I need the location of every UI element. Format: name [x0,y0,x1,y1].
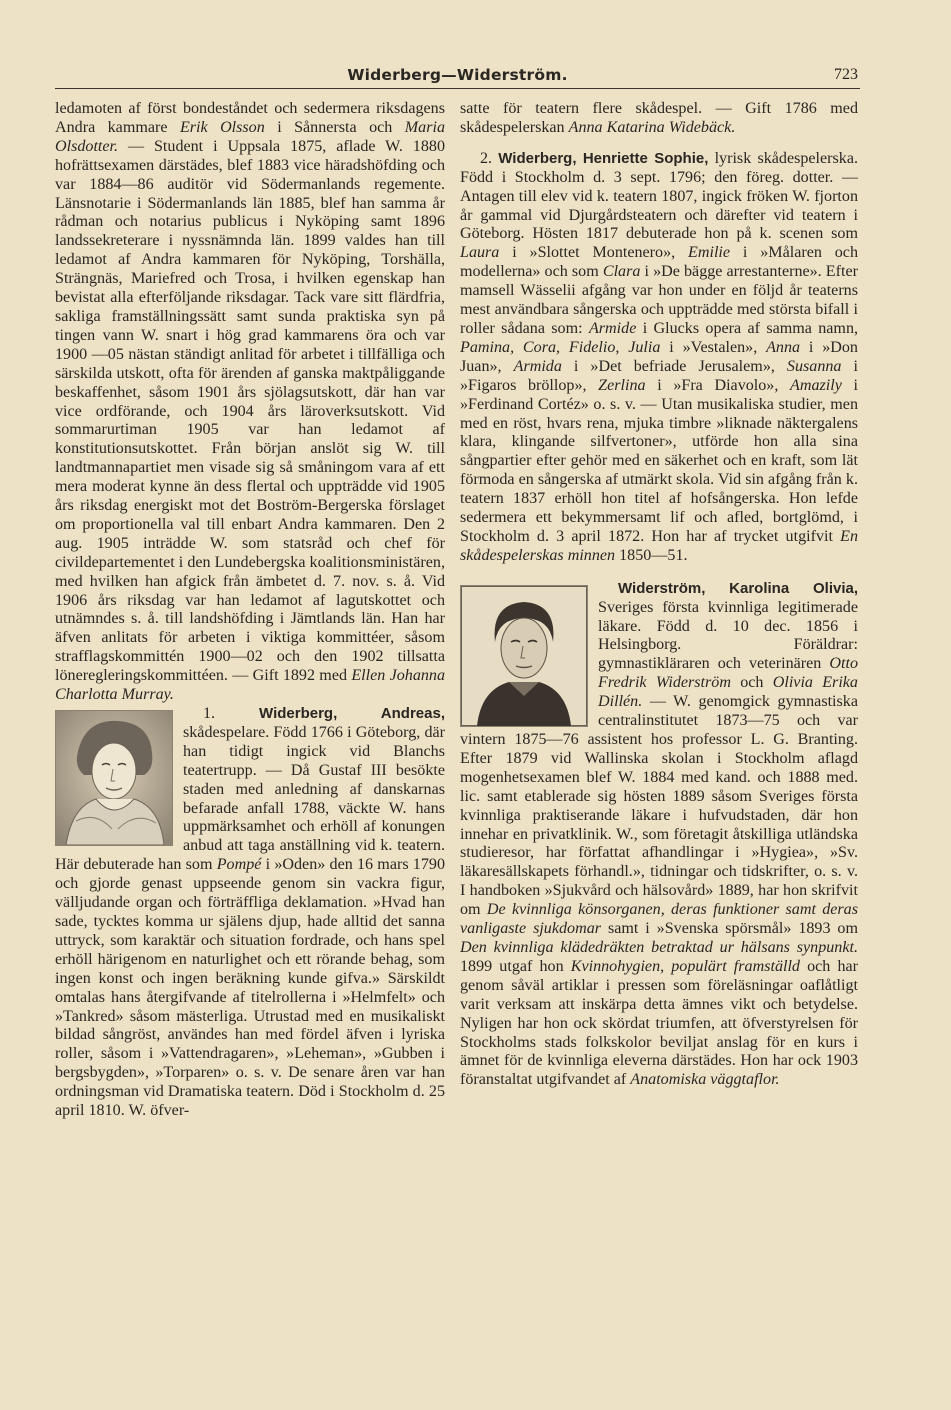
paragraph-widerberg-continued: ledamoten af först bondeståndet och sedermera riksdagens Andra kammare Erik Olsson i Sånnersta och Maria Olsdotter. — Student i Uppsala 1875, aflade W. 1880 hofrättsexamen därstädes, blef 1883 vice häradshöfding och var 1884—86 auditör vid Södermanlands regemente. Länsnotarie i Södermanlands län 1885, blef han samma år rådman och notarius publicus i Nyköping samt 1896 landssekreterare i nyssnämnda län. 1899 valdes han till ledamot af Andra kammaren för Nyköping, Torshälla, Strängnäs, Mariefred och Trosa, i hvilken egenskap han bevistat alla efterföljande riksdagar. Tack vare sitt flärdfria, sakliga framställningssätt samt sunda praktiska syn på tingen vann W. snart i hög grad kammarens öra och var 1900 —05 nästan ständigt anlitad för arbetet i tillfälliga och särskilda utskott, ofta för ärenden af ganska maktpåliggande beskaffenhet, såsom 1901 års sjölagsutskott, där han var vice ordförande, och 1904 års läroverksutskott. Vid sommarurtiman 1905 var han ledamot af konstitutionsutskottet. Från början anslöt sig W. till landtmannapartiet men visade sig så småningom vara af ett mera moderat kynne än dess flertal och uppträdde vid 1905 års riksdag energiskt mot det Boström-Bergerska förslaget om proportionella val till enbart Andra kammaren. Den 2 aug. 1905 inträdde W. som statsråd och chef för civildepartementet i den Lundebergska koalitionsministären, med hvilken han afgick från ämbetet d. 7. nov. s. å. Vid 1906 års riksdag var han ledamot af lagutskottet och utnämndes s. å. till landshöfding i Jämtlands län. Han har äfven anlitats för arbeten i viktiga kommittéer, såsom strafflagskommittén 1900—02 och den 1902 tillsatta löneregleringskommittéen. — Gift 1892 med Ellen Johanna Charlotta Murray. [55,100,446,704]
entry-heading: Widerström, Karolina Olivia, [618,579,858,597]
page-number: 723 [834,66,858,83]
left-column [55,100,445,1121]
entry-heading: Widerberg, Andreas, [259,705,445,722]
portrait-karolina-widerstrom [460,585,588,727]
entry-heading: Widerberg, Henriette Sophie, [498,149,709,167]
portrait-andreas-widerberg [55,710,173,846]
entry-henriette-widerberg: 2. Widerberg, Henriette Sophie, lyrisk skådespelerska. Född i Stockholm d. 3 sept. 1796; den föreg. dotter. — Antagen till elev vid k. teatern 1807, ingick fröken W. fjorton år gammal vid Djurgårdsteatern och därefter vid teatern i Göteborg. Hösten 1817 debuterade hon på k. scenen som Laura i »Slottet Montenero», Emilie i »Målaren och modellerna» och som Clara i »De bägge arrestanterne». Efter mamsell Wässelii afgång var hon under en följd år teaterns mest användbara sångerska och uppträdde med största bifall i roller sådana som: Armide i Glucks opera af samma namn, Pamina, Cora, Fidelio, Julia i »Vestalen», Anna i »Don Juan», Armida i »Det befriade Jerusalem», Susanna i »Figaros bröllop», Zerlina i »Fra Diavolo», Amazily i »Ferdinand Cortéz» o. s. v. — Utan musikaliska studier, men med en röst, hvars rena, mjuka timbre »liknade näktergalens klara, klingande silfvertoner», utförde hon alla sina sångpartier efter gehör med en säkerhet och en kraft, som lät förmoda en sångerska af utmärkt skola. Vid sin afgång från k. teatern 1837 erhöll hon titel af hofsångerska. Hon lefde sedermera ett bekymmersamt lif och afled, bortglömd, i Stockholm d. 3 april 1872. Hon har af trycket utgifvit En skådespelerskas minnen 1850—51. [460,149,859,564]
paragraph-andreas-continued: satte för teatern flere skådespel. — Gift 1786 med skådespelerskan Anna Katarina Widebäck. [460,100,858,136]
entry-number: 2. [480,149,493,167]
entry-karolina-widerstrom: Widerström, Karolina Olivia, Sveriges första kvinnliga legitimerade läkare. Född d. 10 dec. 1856 i Helsingborg. Föräldrar: gymnastikläraren och veterinären Otto Fredrik Widerström och Olivia Erika Dillén. — W. genomgick gymnastiska centralinstitutet 1873—75 och var vintern 1875—76 assistent hos professor L. G. Branting. Efter 1879 vid Wallinska skolan i Stockholm aflagd mogenhetsexamen blef W. 1884 med kand. och 1888 med. lic. samt etablerade sig hösten 1889 såsom Sveriges första kvinnliga praktiserande läkare i hufvudstaden, där hon innehar en privatklinik. W., som företagit åtskilliga utländska studieresor, har författat afhandlingar i »Hygiea», »Sv. läkaresällskapets förhandl.», tidningar och tidskrifter, o. s. v. I handboken »Sjukvård och hälsovård» 1889, har hon skrifvit om De kvinnliga könsorganen, deras funktioner samt deras vanligaste sjukdomar samt i »Svenska spörsmål» 1893 om Den kvinnliga klädedräkten betraktad ur hälsans synpunkt. 1899 utgaf hon Kvinnohygien, populärt framställd och har genom såväl artiklar i pressen som föreläsningar oaflåtligt varit verksam att inskärpa detta ämnes vikt och betydelse. Nyligen har hon ock skördat triumfen, att öfverstyrelsen för Stockholms stads folkskolor beviljat anslag för en kurs i ämnet för de kvinnliga eleverna därstädes. Hon har ock 1903 föranstaltat utgifvandet af Anatomiska väggtaflor. [460,579,859,1089]
right-column [460,100,858,1090]
entry-andreas-widerberg: 1. Widerberg, Andreas, skådespelare. Född 1766 i Göteborg, där han tidigt ingick vid Blanchs teatertrupp. — Då Gustaf III besökte staden med anledning af danskarnas befarade anfall 1788, väckte W. hans uppmärksamhet och erhöll af konungen anbud att taga anställning vid k. teatern. Här debuterade han som Pompé i »Oden» den 16 mars 1790 och gjorde genast uppseende genom sin vackra figur, välljudande organ och förträffliga deklamation. »Hvad han sade, tycktes komma ur själens djup, hade alltid det sanna uttryck, som karaktär och situation fordrade, och hans spel erhöll härigenom en naturlighet och ett rörande behag, som ingen konst och ingen beräkning kunde gifva.» Särskildt omtalas hans återgifvande af titelrollerna i »Helmfelt» och »Tankred» såsom mästerliga. Utrustad med en musikaliskt bildad sångröst, användes han med fördel äfven i lyriska roller, såsom i »Vattendragaren», »Leheman», »Gubben i bergsbygden», »Torparen» o. s. v. De senare åren var han ordningsman vid Dramatiska teatern. Död i Stockholm d. 25 april 1810. W. öfver- [55,705,445,1120]
entry-number: 1. [203,705,216,722]
running-head: Widerberg—Widerström. [347,66,568,84]
page-header [55,66,860,89]
